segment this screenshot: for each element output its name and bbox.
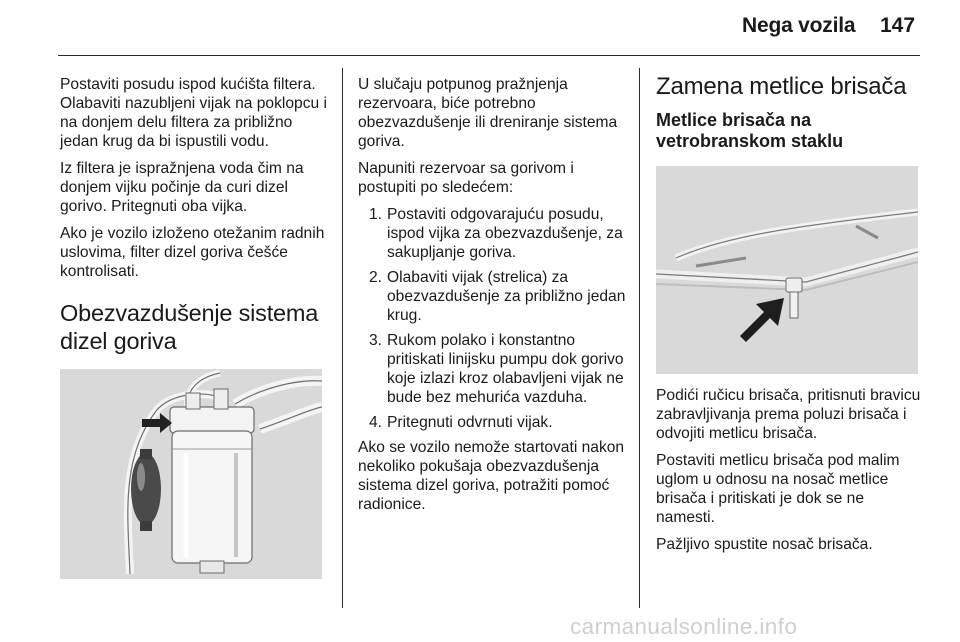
list-item	[358, 331, 628, 407]
list-item	[358, 413, 628, 432]
paragraph: U slučaju potpunog pražnjenja rezervoara, biće potrebno obezvazdušenje ili dreniranje sistema goriva.	[358, 76, 618, 150]
watermark: carmanualsonline.info	[570, 614, 798, 639]
section-heading: Obezvazdušenje sistema dizel goriva	[60, 300, 319, 354]
paragraph: Napuniti rezervoar sa gorivom i postupiti po sledećem:	[358, 160, 574, 196]
column-divider-2	[639, 68, 640, 608]
paragraph: Pažljivo spustite nosač brisača.	[656, 536, 873, 553]
column-left	[60, 75, 328, 591]
step-number: 1.	[369, 206, 383, 223]
paragraph: Postaviti posudu ispod kućišta filtera. Olabaviti nazubljeni vijak na poklopcu i na donjem delu filtera za približno jedan krug da bi ispustili vodu.	[60, 76, 327, 150]
paragraph: Postaviti metlicu brisača pod malim uglom u odnosu na nosač metlice brisača i pritiskati je dok se ne namesti.	[656, 452, 900, 526]
step-number: 4.	[369, 414, 383, 431]
windscreen-wiper-illustration	[656, 166, 918, 374]
column-divider-1	[342, 68, 343, 608]
paragraph: Podići ručicu brisača, pritisnuti bravicu zabravljivanja prema poluzi brisača i odvojiti metlicu brisača.	[656, 387, 921, 442]
step-number: 2.	[369, 269, 383, 286]
list-item	[358, 205, 628, 262]
column-right	[656, 75, 924, 562]
diesel-fuel-filter-illustration	[60, 369, 322, 579]
header-divider	[58, 55, 920, 56]
list-item	[358, 268, 628, 325]
step-text: Rukom polako i konstantno pritiskati linijsku pumpu dok gorivo koje izlazi kroz olabavljeni vijak ne bude bez mehurića vazduha.	[387, 332, 624, 406]
column-middle	[358, 75, 628, 522]
step-number: 3.	[369, 332, 383, 349]
numbered-steps-list	[358, 205, 628, 432]
page-section-title: Nega vozila	[742, 14, 856, 37]
paragraph: Ako se vozilo nemože startovati nakon nekoliko pokušaja obezvazdušenja sistema dizel goriva, potražiti pomoć radionice.	[358, 439, 625, 513]
step-text: Pritegnuti odvrnuti vijak.	[387, 414, 553, 431]
paragraph: Ako je vozilo izloženo otežanim radnih uslovima, filter dizel goriva češće kontrolisati.	[60, 225, 325, 280]
step-text: Olabaviti vijak (strelica) za obezvazdušenje za približno jedan krug.	[387, 269, 626, 324]
page-number: 147	[880, 14, 916, 37]
step-text: Postaviti odgovarajuću posudu, ispod vijka za obezvazdušenje, za sakupljanje goriva.	[387, 206, 623, 261]
paragraph: Iz filtera je ispražnjena voda čim na donjem vijku počinje da curi dizel gorivo. Pritegnuti oba vijka.	[60, 160, 304, 215]
subsection-heading: Metlice brisača na vetrobranskom staklu	[656, 110, 844, 151]
section-heading: Zamena metlice brisača	[656, 73, 907, 100]
